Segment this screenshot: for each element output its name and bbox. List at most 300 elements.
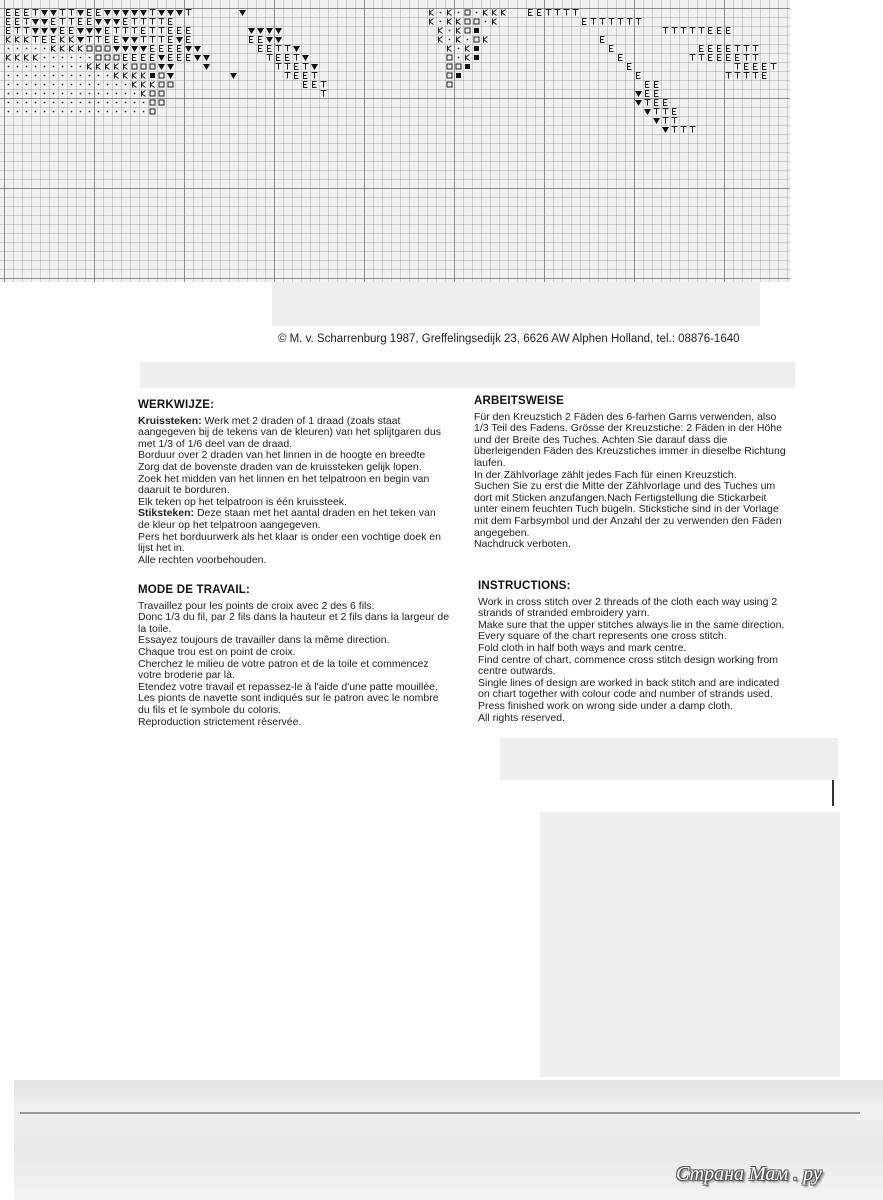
chart-symbol bbox=[41, 19, 48, 25]
chart-symbol bbox=[275, 37, 282, 43]
chart-symbol bbox=[16, 10, 20, 16]
chart-symbol bbox=[474, 19, 479, 24]
chart-symbol bbox=[745, 64, 749, 70]
chart-symbol bbox=[653, 118, 660, 124]
chart-symbol bbox=[80, 75, 82, 77]
chart-symbol bbox=[203, 55, 210, 61]
chart-symbol bbox=[493, 10, 497, 16]
chart-symbol bbox=[125, 93, 127, 95]
chart-symbol bbox=[447, 82, 452, 87]
chart-symbol bbox=[80, 84, 82, 86]
chart-symbol bbox=[122, 46, 129, 52]
chart-symbol bbox=[673, 109, 677, 115]
chart-symbol bbox=[89, 84, 91, 86]
chart-symbol bbox=[116, 93, 118, 95]
chart-symbol bbox=[98, 84, 100, 86]
chart-symbol bbox=[88, 64, 92, 70]
chart-symbol bbox=[628, 64, 632, 70]
chart-symbol bbox=[267, 55, 273, 61]
chart-symbol bbox=[753, 73, 759, 79]
arbeitsweise-line: Nachdruck verboten. bbox=[474, 538, 571, 551]
chart-symbol bbox=[26, 111, 28, 113]
chart-symbol bbox=[744, 55, 750, 61]
chart-symbol bbox=[53, 75, 55, 77]
arbeitsweise-block bbox=[474, 396, 786, 551]
stiksteken-label: Stiksteken: bbox=[138, 507, 195, 520]
chart-symbol bbox=[655, 82, 659, 88]
chart-symbol bbox=[187, 37, 191, 43]
chart-symbol bbox=[107, 111, 109, 113]
chart-symbol bbox=[8, 102, 10, 104]
chart-symbol bbox=[150, 100, 155, 105]
chart-symbol bbox=[44, 93, 46, 95]
chart-symbol bbox=[655, 91, 659, 97]
mode-line: Chaque trou est on point de croix. bbox=[138, 645, 296, 658]
chart-symbol bbox=[98, 102, 100, 104]
chart-symbol bbox=[113, 10, 120, 16]
chart-symbol bbox=[97, 10, 101, 16]
chart-symbol bbox=[104, 10, 111, 16]
chart-symbol bbox=[663, 109, 669, 115]
chart-symbol bbox=[107, 75, 109, 77]
chart-symbol bbox=[71, 84, 73, 86]
chart-symbol bbox=[753, 46, 759, 52]
mode-line: Cherchez le milieu de votre patron et de la toile et commencez votre broderie par là. bbox=[138, 657, 429, 682]
chart-symbol bbox=[69, 19, 75, 25]
chart-symbol bbox=[32, 28, 39, 34]
chart-symbol bbox=[465, 10, 470, 15]
chart-symbol bbox=[564, 10, 570, 16]
instructions-line: Fold cloth in half both ways and mark centre. bbox=[478, 641, 687, 654]
chart-symbol bbox=[637, 73, 641, 79]
chart-symbol bbox=[304, 73, 308, 79]
chart-symbol bbox=[538, 10, 542, 16]
chart-symbol bbox=[546, 10, 552, 16]
chart-symbol bbox=[89, 93, 91, 95]
chart-symbol bbox=[699, 55, 705, 61]
chart-symbol bbox=[106, 28, 110, 34]
chart-symbol bbox=[466, 46, 470, 52]
instructions-line: All rights reserved. bbox=[478, 711, 565, 724]
chart-symbol bbox=[17, 102, 19, 104]
chart-symbol bbox=[15, 28, 21, 34]
chart-symbol bbox=[98, 111, 100, 113]
chart-symbol bbox=[529, 10, 533, 16]
chart-symbol bbox=[159, 91, 164, 96]
chart-symbol bbox=[591, 19, 597, 25]
chart-symbol bbox=[105, 46, 110, 51]
chart-symbol bbox=[53, 111, 55, 113]
chart-symbol bbox=[276, 64, 282, 70]
chart-symbol bbox=[150, 37, 156, 43]
chart-symbol bbox=[268, 46, 272, 52]
chart-symbol bbox=[80, 102, 82, 104]
chart-symbol bbox=[88, 10, 92, 16]
chart-symbol bbox=[619, 55, 623, 61]
chart-symbol bbox=[134, 111, 136, 113]
chart-symbol bbox=[8, 48, 10, 50]
chart-symbol bbox=[635, 100, 642, 106]
chart-symbol bbox=[52, 46, 56, 52]
chart-symbol bbox=[169, 46, 173, 52]
chart-symbol bbox=[35, 102, 37, 104]
chart-symbol bbox=[257, 28, 264, 34]
chart-symbol bbox=[449, 39, 451, 41]
chart-symbol bbox=[167, 64, 174, 70]
chart-symbol bbox=[167, 10, 174, 16]
chart-symbol bbox=[124, 19, 128, 25]
chart-symbol bbox=[609, 19, 615, 25]
chart-symbol bbox=[655, 100, 659, 106]
chart-symbol bbox=[458, 12, 460, 14]
chart-symbol bbox=[484, 10, 488, 16]
chart-symbol bbox=[474, 55, 479, 60]
chart-symbol bbox=[70, 46, 74, 52]
chart-symbol bbox=[449, 30, 451, 32]
blank-paper-patch bbox=[500, 738, 838, 780]
chart-symbol bbox=[44, 66, 46, 68]
chart-symbol bbox=[610, 46, 614, 52]
chart-symbol bbox=[169, 19, 173, 25]
chart-symbol bbox=[132, 64, 137, 69]
chart-symbol bbox=[259, 37, 263, 43]
chart-symbol bbox=[690, 127, 696, 133]
chart-symbol bbox=[86, 28, 93, 34]
chart-symbol bbox=[26, 75, 28, 77]
chart-symbol bbox=[476, 12, 478, 14]
chart-symbol bbox=[672, 127, 678, 133]
werkwijze-kruissteken bbox=[138, 416, 450, 451]
chart-symbol bbox=[159, 100, 164, 105]
chart-symbol bbox=[159, 82, 164, 87]
chart-symbol bbox=[248, 28, 255, 34]
chart-symbol bbox=[456, 73, 461, 78]
chart-symbol bbox=[96, 46, 101, 51]
chart-symbol bbox=[26, 93, 28, 95]
chart-symbol bbox=[771, 64, 777, 70]
chart-symbol bbox=[131, 37, 138, 43]
chart-symbol bbox=[106, 64, 110, 70]
chart-symbol bbox=[44, 102, 46, 104]
cross-stitch-chart bbox=[0, 0, 790, 282]
chart-symbol bbox=[485, 21, 487, 23]
chart-symbol bbox=[493, 19, 497, 25]
chart-symbol bbox=[276, 46, 282, 52]
mode-line: Donc 1/3 du fil, par 2 fils dans la hauteur et 2 fils dans la largeur de la toile. bbox=[138, 611, 450, 635]
chart-symbol bbox=[295, 64, 299, 70]
chart-symbol bbox=[131, 46, 138, 52]
chart-symbol bbox=[303, 64, 309, 70]
chart-symbol bbox=[654, 109, 660, 115]
chart-symbol bbox=[71, 75, 73, 77]
chart-symbol bbox=[763, 64, 767, 70]
chart-symbol bbox=[88, 19, 92, 25]
chart-symbol bbox=[727, 55, 731, 61]
chart-symbol bbox=[53, 102, 55, 104]
chart-symbol bbox=[35, 75, 37, 77]
chart-symbol bbox=[62, 102, 64, 104]
chart-symbol bbox=[178, 55, 182, 61]
chart-symbol bbox=[440, 12, 442, 14]
watermark-logo: Страна Мам . ру bbox=[676, 1163, 822, 1185]
chart-symbol bbox=[194, 46, 201, 52]
chart-symbol bbox=[151, 82, 155, 88]
chart-symbol bbox=[116, 111, 118, 113]
chart-symbol bbox=[457, 19, 461, 25]
chart-symbol bbox=[132, 28, 138, 34]
chart-symbol bbox=[457, 37, 461, 43]
chart-symbol bbox=[275, 28, 282, 34]
chart-symbol bbox=[17, 66, 19, 68]
chart-symbol bbox=[754, 64, 758, 70]
chart-symbol bbox=[159, 37, 165, 43]
chart-symbol bbox=[313, 82, 317, 88]
chart-symbol bbox=[106, 37, 110, 43]
chart-symbol bbox=[53, 57, 55, 59]
chart-symbol bbox=[142, 28, 146, 34]
chart-symbol bbox=[133, 73, 137, 79]
chart-symbol bbox=[71, 102, 73, 104]
chart-symbol bbox=[141, 37, 147, 43]
kruissteken-text: Werk met 2 draden of 1 draad (zoals staat aangegeven bij de tekens van de kleuren) van het splijtgaren dus met 1/3 of 1/6 deel van de draad. bbox=[138, 414, 441, 450]
mode-de-travail-title: MODE DE TRAVAIL: bbox=[138, 584, 251, 596]
chart-symbol bbox=[158, 55, 165, 61]
chart-symbol bbox=[727, 46, 731, 52]
chart-symbol bbox=[143, 111, 145, 113]
chart-symbol bbox=[735, 73, 741, 79]
chart-symbol bbox=[662, 127, 669, 133]
chart-symbol bbox=[448, 19, 452, 25]
chart-symbol bbox=[50, 10, 57, 16]
werkwijze-line: Alle rechten voorbehouden. bbox=[138, 553, 267, 566]
chart-symbol bbox=[266, 37, 273, 43]
chart-symbol bbox=[62, 84, 64, 86]
chart-symbol bbox=[681, 28, 687, 34]
chart-symbol bbox=[8, 111, 10, 113]
chart-symbol bbox=[709, 55, 713, 61]
chart-symbol bbox=[311, 64, 318, 70]
chart-symbol bbox=[763, 73, 767, 79]
chart-symbol bbox=[672, 118, 678, 124]
chart-symbol bbox=[321, 82, 327, 88]
chart-symbol bbox=[105, 55, 110, 60]
chart-symbol bbox=[123, 28, 129, 34]
chart-symbol bbox=[239, 10, 246, 16]
chart-symbol bbox=[474, 46, 479, 51]
werkwijze-line: Elk teken op het telpatroon is één kruissteek. bbox=[138, 495, 347, 508]
chart-symbol bbox=[158, 64, 165, 70]
chart-symbol bbox=[700, 46, 704, 52]
chart-symbol bbox=[285, 46, 291, 52]
chart-symbol bbox=[150, 109, 155, 114]
chart-symbol bbox=[71, 66, 73, 68]
chart-symbol bbox=[44, 57, 46, 59]
mode-line: Reproduction strictement réservée. bbox=[138, 715, 302, 728]
chart-symbol bbox=[113, 19, 120, 25]
chart-symbol bbox=[25, 10, 29, 16]
arbeitsweise-title: ARBEITSWEISE bbox=[474, 395, 564, 407]
chart-symbol bbox=[555, 10, 561, 16]
chart-symbol bbox=[116, 84, 118, 86]
chart-symbol bbox=[321, 91, 327, 97]
werkwijze-line: Pers het borduurwerk als het klaar is onder een vochtige doek en lijst het in. bbox=[138, 530, 441, 555]
mode-line: Travaillez pour les points de croix avec 2 des 6 fils. bbox=[138, 599, 375, 612]
chart-symbol bbox=[44, 84, 46, 86]
chart-symbol bbox=[116, 102, 118, 104]
chart-symbol bbox=[33, 10, 39, 16]
chart-symbol bbox=[115, 73, 119, 79]
chart-symbol bbox=[98, 93, 100, 95]
chart-symbol bbox=[62, 66, 64, 68]
chart-symbol bbox=[502, 10, 506, 16]
chart-symbol bbox=[34, 55, 38, 61]
chart-symbol bbox=[753, 55, 759, 61]
chart-symbol bbox=[60, 10, 66, 16]
chart-symbol bbox=[141, 19, 147, 25]
werkwijze-line: Zoek het midden van het linnen en het telpatroon en begin van daaruit te borduren. bbox=[138, 472, 430, 497]
chart-symbol bbox=[448, 46, 452, 52]
chart-symbol bbox=[16, 37, 20, 43]
chart-symbol bbox=[304, 82, 308, 88]
mode-line: Essayez toujours de travailler dans la même direction. bbox=[138, 634, 390, 647]
instructions-title: INSTRUCTIONS: bbox=[478, 580, 571, 592]
chart-symbol bbox=[718, 55, 722, 61]
chart-symbol bbox=[151, 55, 155, 61]
chart-symbol bbox=[150, 64, 155, 69]
chart-symbol bbox=[735, 64, 741, 70]
chart-symbol bbox=[104, 19, 111, 25]
chart-symbol bbox=[159, 73, 164, 78]
kruissteken-label: Kruissteken: bbox=[138, 414, 202, 427]
chart-symbol bbox=[44, 111, 46, 113]
chart-symbol bbox=[142, 73, 146, 79]
werkwijze-line: Zorg dat de bovenste draden van de kruissteken gelijk lopen. bbox=[138, 460, 422, 473]
chart-symbol bbox=[142, 91, 146, 97]
arbeitsweise-line: Für den Kreuzstich 2 Fäden des 6-farhen Garns verwenden, also 1/3 Teil des Fadens. Grösse der Kreuzstiche: 2 Fäden in der Höhe und der Breite des Tuches. Achten Sie darauf dass die überleigenden Fäden des Kreuzstiches immer in dieselbe Richtung laufen. bbox=[474, 410, 786, 469]
chart-symbol bbox=[230, 73, 237, 79]
chart-symbol bbox=[466, 55, 470, 61]
chart-symbol bbox=[26, 66, 28, 68]
chart-symbol bbox=[295, 73, 299, 79]
chart-symbol bbox=[89, 57, 91, 59]
chart-symbol bbox=[115, 64, 119, 70]
chart-symbol bbox=[150, 19, 156, 25]
chart-symbol bbox=[285, 73, 291, 79]
chart-symbol bbox=[125, 84, 127, 86]
chart-symbol bbox=[16, 19, 20, 25]
chart-symbol bbox=[107, 102, 109, 104]
chart-symbol bbox=[259, 46, 263, 52]
chart-symbol bbox=[439, 37, 443, 43]
chart-symbol bbox=[114, 28, 120, 34]
instructions-line: Work in cross stitch over 2 threads of the cloth each way using 2 strands of stranded embroidery yarn. bbox=[478, 595, 778, 620]
chart-symbol bbox=[709, 46, 713, 52]
chart-symbol bbox=[89, 75, 91, 77]
chart-symbol bbox=[17, 93, 19, 95]
chart-symbol bbox=[71, 93, 73, 95]
chart-symbol bbox=[663, 118, 669, 124]
chart-symbol bbox=[53, 93, 55, 95]
chart-symbol bbox=[447, 55, 452, 60]
chart-symbol bbox=[107, 84, 109, 86]
chart-symbol bbox=[141, 64, 146, 69]
werkwijze-block bbox=[138, 400, 450, 566]
chart-symbol bbox=[618, 19, 624, 25]
chart-symbol bbox=[77, 37, 84, 43]
chart-symbol bbox=[285, 64, 291, 70]
chart-symbol bbox=[150, 91, 155, 96]
chart-symbol bbox=[71, 111, 73, 113]
chart-symbol bbox=[87, 37, 93, 43]
chart-symbol bbox=[32, 19, 39, 25]
chart-symbol bbox=[52, 37, 56, 43]
chart-symbol bbox=[79, 19, 83, 25]
chart-symbol bbox=[80, 93, 82, 95]
chart-symbol bbox=[176, 10, 183, 16]
chart-symbol bbox=[62, 111, 64, 113]
chart-symbol bbox=[709, 28, 713, 34]
chart-symbol bbox=[583, 19, 587, 25]
instructions-line: Find centre of chart, commence cross stitch design working from centre outwards. bbox=[478, 653, 778, 678]
chart-symbol bbox=[159, 19, 165, 25]
mode-line: Etendez votre travail et repassez-le à l'aide d'une patte mouillée. bbox=[138, 680, 438, 693]
chart-symbol bbox=[35, 93, 37, 95]
chart-symbol bbox=[89, 102, 91, 104]
chart-symbol bbox=[35, 84, 37, 86]
chart-symbol bbox=[131, 10, 138, 16]
chart-symbol bbox=[61, 28, 65, 34]
chart-symbol bbox=[107, 93, 109, 95]
chart-symbol bbox=[124, 73, 128, 79]
chart-symbol bbox=[114, 55, 119, 60]
chart-symbol bbox=[7, 19, 11, 25]
chart-symbol bbox=[176, 37, 183, 43]
chart-symbol bbox=[95, 19, 102, 25]
chart-symbol bbox=[80, 66, 82, 68]
chart-symbol bbox=[467, 39, 469, 41]
chart-symbol bbox=[17, 84, 19, 86]
chart-symbol bbox=[266, 28, 273, 34]
chart-symbol bbox=[663, 28, 669, 34]
chart-symbol bbox=[44, 48, 46, 50]
chart-symbol bbox=[124, 64, 128, 70]
chart-symbol bbox=[465, 19, 470, 24]
chart-symbol bbox=[69, 10, 75, 16]
chart-symbol bbox=[25, 55, 29, 61]
chart-symbol bbox=[80, 57, 82, 59]
chart-symbol bbox=[7, 37, 11, 43]
mode-line: Les pionts de navette sont indiqués sur le patron avec le nombre du fils et le symbole du coloris. bbox=[138, 692, 439, 716]
chart-symbol bbox=[113, 46, 120, 52]
paper-fold-line bbox=[20, 1112, 860, 1114]
chart-symbol bbox=[600, 19, 606, 25]
chart-symbol bbox=[635, 91, 642, 97]
chart-symbol bbox=[718, 28, 722, 34]
chart-symbol bbox=[690, 55, 696, 61]
chart-symbol bbox=[187, 28, 191, 34]
chart-symbol bbox=[96, 37, 102, 43]
chart-symbol bbox=[79, 46, 83, 52]
chart-symbol bbox=[167, 73, 174, 79]
chart-symbol bbox=[250, 37, 254, 43]
chart-symbol bbox=[646, 91, 650, 97]
chart-symbol bbox=[8, 66, 10, 68]
chart-symbol bbox=[97, 64, 101, 70]
chart-symbol bbox=[53, 66, 55, 68]
chart-symbol bbox=[744, 73, 750, 79]
chart-symbol bbox=[178, 28, 182, 34]
chart-symbol bbox=[115, 37, 119, 43]
